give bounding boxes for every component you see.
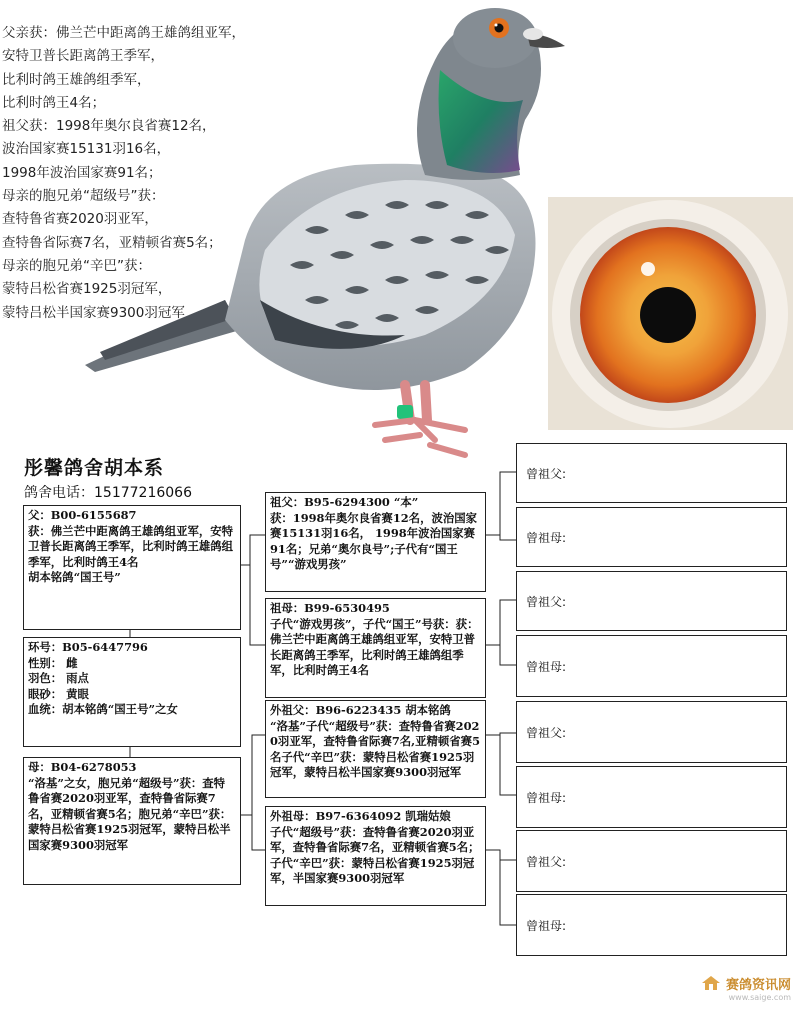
paternal-grandfather-text: 获：1998年奥尔良省赛12名，波治国家赛15131羽16名， 1998年波治国家赛91名；兄弟“奥尔良号”;子代有“国王号”“游戏男孩” bbox=[270, 510, 478, 571]
subject-bloodline: 血统：胡本铭鸽“国王号”之女 bbox=[28, 702, 178, 716]
intro-line: 蒙特吕松半国家赛9300羽冠军 bbox=[2, 304, 185, 321]
eye-closeup-photo bbox=[548, 197, 793, 430]
intro-line: 母亲的胞兄弟“辛巴”获： bbox=[2, 257, 151, 274]
paternal-grandmother-ring: 祖母：B99-6530495 bbox=[270, 601, 390, 615]
intro-line: 蒙特吕松省赛1925羽冠军， bbox=[2, 281, 172, 298]
great-grandmother-card bbox=[516, 635, 787, 697]
intro-line: 波治国家赛15131羽16名， bbox=[2, 141, 171, 158]
great-grandparent-label: 曾祖父: bbox=[526, 466, 567, 481]
loft-name: 彤馨鸽舍胡本系 bbox=[24, 457, 165, 479]
great-grandparent-label: 曾祖父: bbox=[526, 854, 567, 869]
mother-ring-number: 母：B04-6278053 bbox=[28, 760, 137, 774]
intro-line: 比利时鸽王4名； bbox=[2, 94, 106, 111]
mother-achievements: “洛基”之女，胞兄弟“超级号”获：查特鲁省赛2020羽亚军，查特鲁省际赛7名，亚精顿省赛5名；胞兄弟“辛巴”获：蒙特吕松省赛1925羽冠军，蒙特吕松半国家赛9300羽冠军 bbox=[28, 775, 232, 852]
intro-line: 父亲获：佛兰芒中距离鸽王雄鸽组亚军， bbox=[2, 25, 245, 41]
loft-phone: 鸽舍电话：15177216066 bbox=[24, 485, 192, 501]
intro-line: 安特卫普长距离鸽王季军， bbox=[2, 48, 164, 65]
great-grandfather-card bbox=[516, 830, 787, 892]
subject-card bbox=[23, 637, 241, 747]
intro-line: 母亲的胞兄弟“超级号”获： bbox=[2, 188, 165, 205]
great-grandmother-card bbox=[516, 507, 787, 567]
maternal-grandmother-text: 子代“超级号”获：查特鲁省赛2020羽亚军，查特鲁省际赛7名，亚精顿省赛5名；子代“辛巴”获：蒙特吕松省赛1925羽冠军，半国家赛9300羽冠军 bbox=[270, 824, 480, 885]
paternal-grandfather-card bbox=[265, 492, 486, 592]
maternal-grandfather-text: “洛基”子代“超级号”获：查特鲁省赛2020羽亚军，查特鲁省际赛7名,亚精顿省赛5名子代“辛巴”获：蒙特吕松省赛1925羽冠军，蒙特吕松半国家赛9300羽冠军 bbox=[270, 718, 480, 779]
father-achievements: 获：佛兰芒中距离鸽王雄鸽组亚军，安特卫普长距离鸽王季军，比利时鸽王雄鸽组季军，比利时鸽王4名 bbox=[28, 523, 234, 569]
paternal-grandmother-card bbox=[265, 598, 486, 698]
maternal-grandmother-ring: 外祖母：B97-6364092 凯瑞姑娘 bbox=[270, 809, 451, 823]
intro-line: 比利时鸽王雄鸽组季军， bbox=[2, 71, 151, 88]
intro-line: 查特鲁省际赛7名，亚精顿省赛5名； bbox=[2, 234, 222, 251]
watermark bbox=[726, 974, 791, 1002]
intro-line: 查特鲁省赛2020羽亚军， bbox=[2, 211, 158, 228]
great-grandparent-label: 曾祖母: bbox=[526, 918, 567, 933]
house-logo-icon bbox=[700, 974, 722, 992]
maternal-grandmother-card bbox=[265, 806, 486, 906]
subject-ring-number: 环号：B05-6447796 bbox=[28, 640, 148, 654]
great-grandparent-label: 曾祖母: bbox=[526, 790, 567, 805]
paternal-grandfather-ring: 祖父：B95-6294300 “本” bbox=[270, 495, 419, 509]
paternal-grandmother-text: 子代“游戏男孩”，子代“国王”号获：获：佛兰芒中距离鸽王雄鸽组亚军，安特卫普长距离鸽王季军，比利时鸽王雄鸽组季军，比利时鸽王4名 bbox=[270, 616, 479, 677]
father-note: 胡本铭鸽“国王号” bbox=[28, 570, 121, 584]
intro-line: 1998年波治国家赛91名； bbox=[2, 164, 162, 181]
great-grandfather-card bbox=[516, 701, 787, 763]
great-grandfather-card bbox=[516, 443, 787, 503]
maternal-grandfather-card bbox=[265, 700, 486, 798]
watermark-url: www.saige.com bbox=[728, 993, 791, 1002]
mother-card bbox=[23, 757, 241, 885]
great-grandparent-label: 曾祖母: bbox=[526, 530, 567, 545]
great-grandparent-label: 曾祖父: bbox=[526, 594, 567, 609]
great-grandparent-label: 曾祖父: bbox=[526, 725, 567, 740]
great-grandfather-card bbox=[516, 571, 787, 631]
father-ring-number: 父：B00-6155687 bbox=[28, 508, 137, 522]
pigeon-photo bbox=[75, 0, 575, 470]
subject-sex: 性别： 雌 bbox=[28, 655, 78, 670]
father-card bbox=[23, 505, 241, 630]
watermark-site-name: 赛鸽资讯网 bbox=[725, 978, 791, 993]
subject-color: 羽色： 雨点 bbox=[28, 671, 89, 685]
great-grandmother-card bbox=[516, 766, 787, 828]
intro-line: 祖父获：1998年奥尔良省赛12名， bbox=[2, 118, 216, 135]
subject-eye: 眼砂： 黄眼 bbox=[28, 686, 89, 701]
maternal-grandfather-ring: 外祖父：B96-6223435 胡本铭鸽 bbox=[270, 703, 451, 717]
great-grandparent-label: 曾祖母: bbox=[526, 659, 567, 674]
great-grandmother-card bbox=[516, 894, 787, 956]
